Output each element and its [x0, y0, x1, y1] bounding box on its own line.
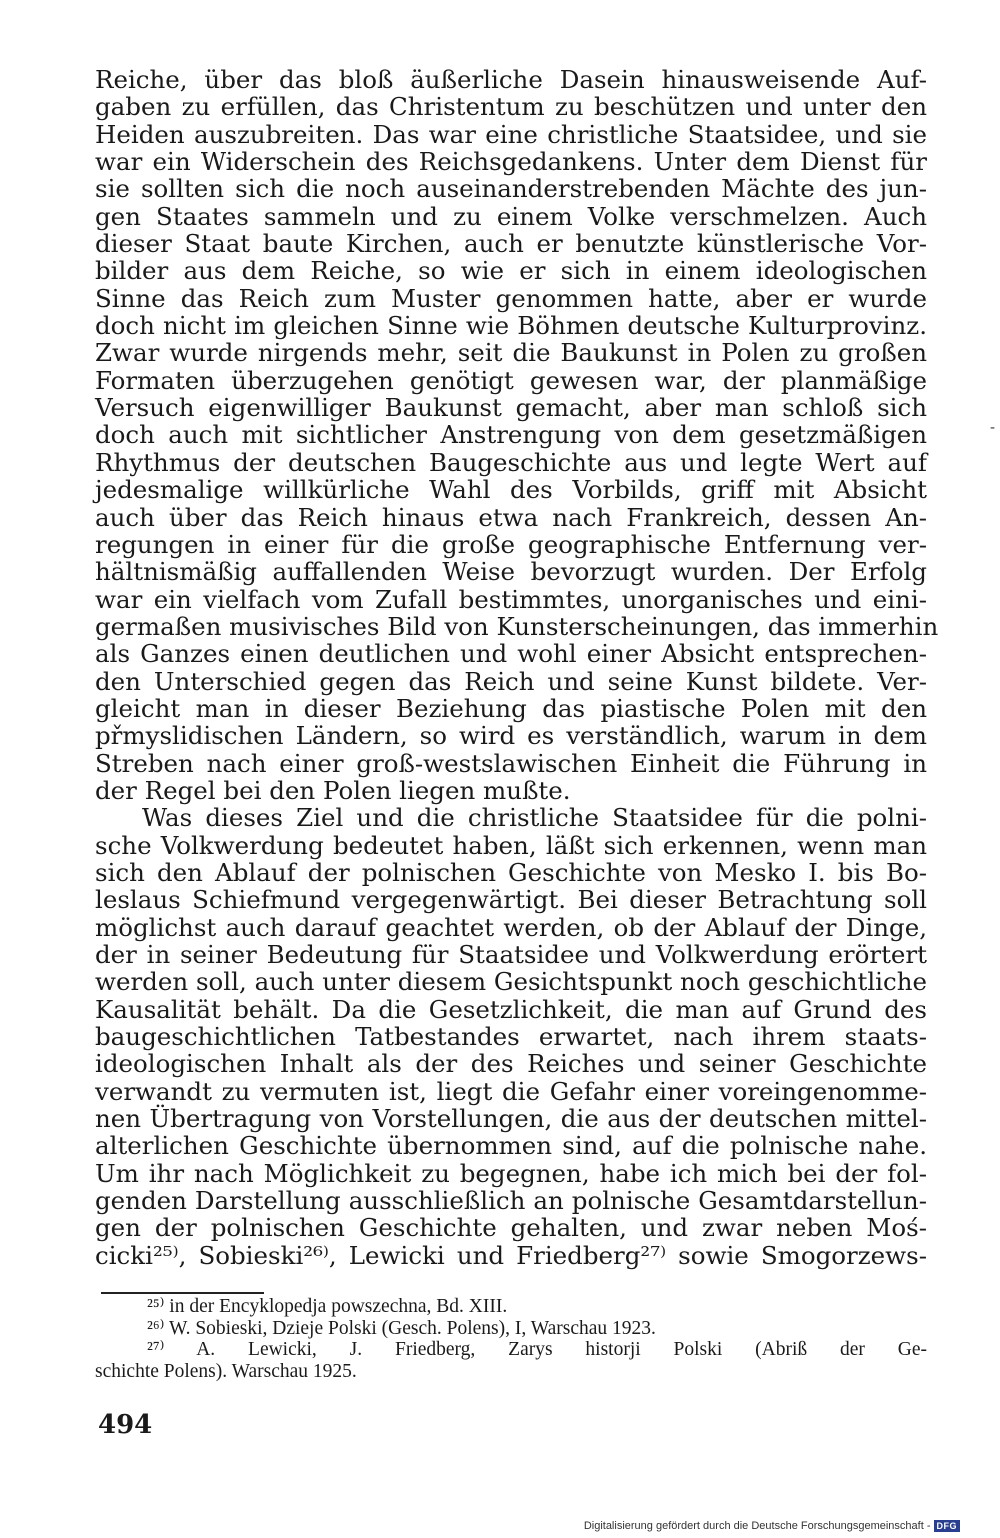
text-line: alterlichen Geschichte übernommen sind, auf die polnische nahe. [95, 1131, 927, 1161]
text-line: war ein vielfach vom Zufall bestimmtes, unorganisches und eini- [95, 584, 927, 614]
footnote-25: ²⁵⁾ in der Encyklopedja powszechna, Bd. XIII. [147, 1296, 508, 1317]
text-line: sich den Ablauf der polnischen Geschichte von Mesko I. bis Bo- [95, 857, 927, 887]
text-line: sche Volkwerdung bedeutet haben, läßt sich erkennen, wenn man [95, 830, 927, 860]
text-line: werden soll, auch unter diesem Gesichtspunkt noch geschichtliche [95, 967, 927, 997]
text-line: ideologischen Inhalt als der des Reiches und seiner Geschichte [95, 1049, 927, 1079]
text-line: war ein Widerschein des Reichsgedankens. Unter dem Dienst für [95, 147, 927, 177]
text-line: leslaus Schiefmund vergegenwärtigt. Bei dieser Betrachtung soll [95, 885, 927, 915]
footnote-27-continued: schichte Polens). Warschau 1925. [95, 1360, 357, 1382]
text-line: gleicht man in dieser Beziehung das piastische Polen mit den [95, 693, 927, 723]
paragraph-start-line: Was dieses Ziel und die christliche Staatsidee für die polni- [142, 803, 927, 833]
text-line: cicki²⁵⁾, Sobieski²⁶⁾, Lewicki und Friedberg²⁷⁾ sowie Smogorzews- [95, 1240, 927, 1270]
credit-text: Digitalisierung gefördert durch die Deutsche Forschungsgemeinschaft - [583, 1520, 931, 1532]
text-line: den Unterschied gegen das Reich und seine Kunst bildete. Ver- [95, 666, 927, 696]
text-line: Rhythmus der deutschen Baugeschichte aus und legte Wert auf [95, 447, 927, 477]
text-line: doch auch mit sichtlicher Anstrengung von dem gesetzmäßigen [95, 420, 927, 450]
text-line: jedesmalige willkürliche Wahl des Vorbilds, griff mit Absicht [95, 475, 927, 505]
footnote-divider [101, 1292, 264, 1294]
footnotes [95, 1296, 927, 1382]
text-line: Formaten überzugehen genötigt gewesen war, der planmäßige [95, 365, 927, 395]
text-line: gen Staates sammeln und zu einem Volke verschmelzen. Auch [95, 201, 927, 231]
text-line: Sinne das Reich zum Muster genommen hatte, aber er wurde [95, 283, 927, 313]
text-line: möglichst auch darauf geachtet werden, ob der Ablauf der Dinge, [95, 912, 927, 942]
text-line: Kausalität behält. Da die Gesetzlichkeit, die man auf Grund des [95, 994, 927, 1024]
footnote-27: ²⁷⁾ A. Lewicki, J. Friedberg, Zarys historji Polski (Abriß der Ge- [147, 1339, 927, 1361]
text-line: germaßen musivisches Bild von Kunsterscheinungen, das immerhin [95, 611, 939, 641]
text-line: doch nicht im gleichen Sinne wie Böhmen deutsche Kulturprovinz. [95, 311, 927, 341]
text-line: der in seiner Bedeutung für Staatsidee und Volkwerdung erörtert [95, 940, 927, 969]
paragraph-end-line: der Regel bei den Polen liegen mußte. [95, 775, 571, 805]
text-line: dieser Staat baute Kirchen, auch er benutzte künstlerische Vor- [95, 229, 927, 259]
text-line: Streben nach einer groß-westslawischen Einheit die Führung in [95, 748, 927, 778]
body-text [95, 65, 939, 1270]
text-line: hältnismäßig auffallenden Weise bevorzugt wurden. Der Erfolg [95, 557, 927, 587]
text-line: Um ihr nach Möglichkeit zu begegnen, habe ich mich bei der fol- [95, 1158, 927, 1188]
text-line: Heiden auszubreiten. Das war eine christliche Staatsidee, und sie [95, 119, 927, 149]
text-line: regungen in einer für die große geographische Entfernung ver- [95, 529, 927, 559]
text-line: Versuch eigenwilliger Baukunst gemacht, aber man schloß sich [95, 393, 927, 423]
margin-mark: - [990, 420, 996, 436]
text-line: přmyslidischen Ländern, so wird es verständlich, warum in dem [95, 721, 927, 751]
page-number: 494 [98, 1410, 153, 1440]
text-line: Zwar wurde nirgends mehr, seit die Baukunst in Polen zu großen [95, 338, 927, 368]
text-line: als Ganzes einen deutlichen und wohl einer Absicht entsprechen- [95, 639, 927, 669]
text-line: genden Darstellung ausschließlich an polnische Gesamtdarstellun- [95, 1186, 927, 1216]
digitization-credit [584, 1520, 960, 1532]
text-line: bilder aus dem Reiche, so wie er sich in einem ideologischen [95, 256, 927, 286]
text-line: gaben zu erfüllen, das Christentum zu beschützen und unter den [95, 92, 927, 122]
dfg-logo-icon: DFG [934, 1520, 961, 1532]
text-line: verwandt zu vermuten ist, liegt die Gefahr einer voreingenomme- [95, 1076, 927, 1106]
text-line: Reiche, über das bloß äußerliche Dasein hinausweisende Auf- [95, 65, 927, 94]
text-line: baugeschichtlichen Tatbestandes erwartet, nach ihrem staats- [95, 1022, 927, 1052]
text-line: sie sollten sich die noch auseinanderstrebenden Mächte des jun- [95, 174, 927, 204]
text-line: auch über das Reich hinaus etwa nach Frankreich, dessen An- [95, 502, 927, 532]
text-line: gen der polnischen Geschichte gehalten, und zwar neben Moś- [95, 1213, 927, 1243]
footnote-26: ²⁶⁾ W. Sobieski, Dzieje Polski (Gesch. Polens), I, Warschau 1923. [147, 1317, 656, 1339]
text-line: nen Übertragung von Vorstellungen, die aus der deutschen mittel- [95, 1104, 927, 1134]
